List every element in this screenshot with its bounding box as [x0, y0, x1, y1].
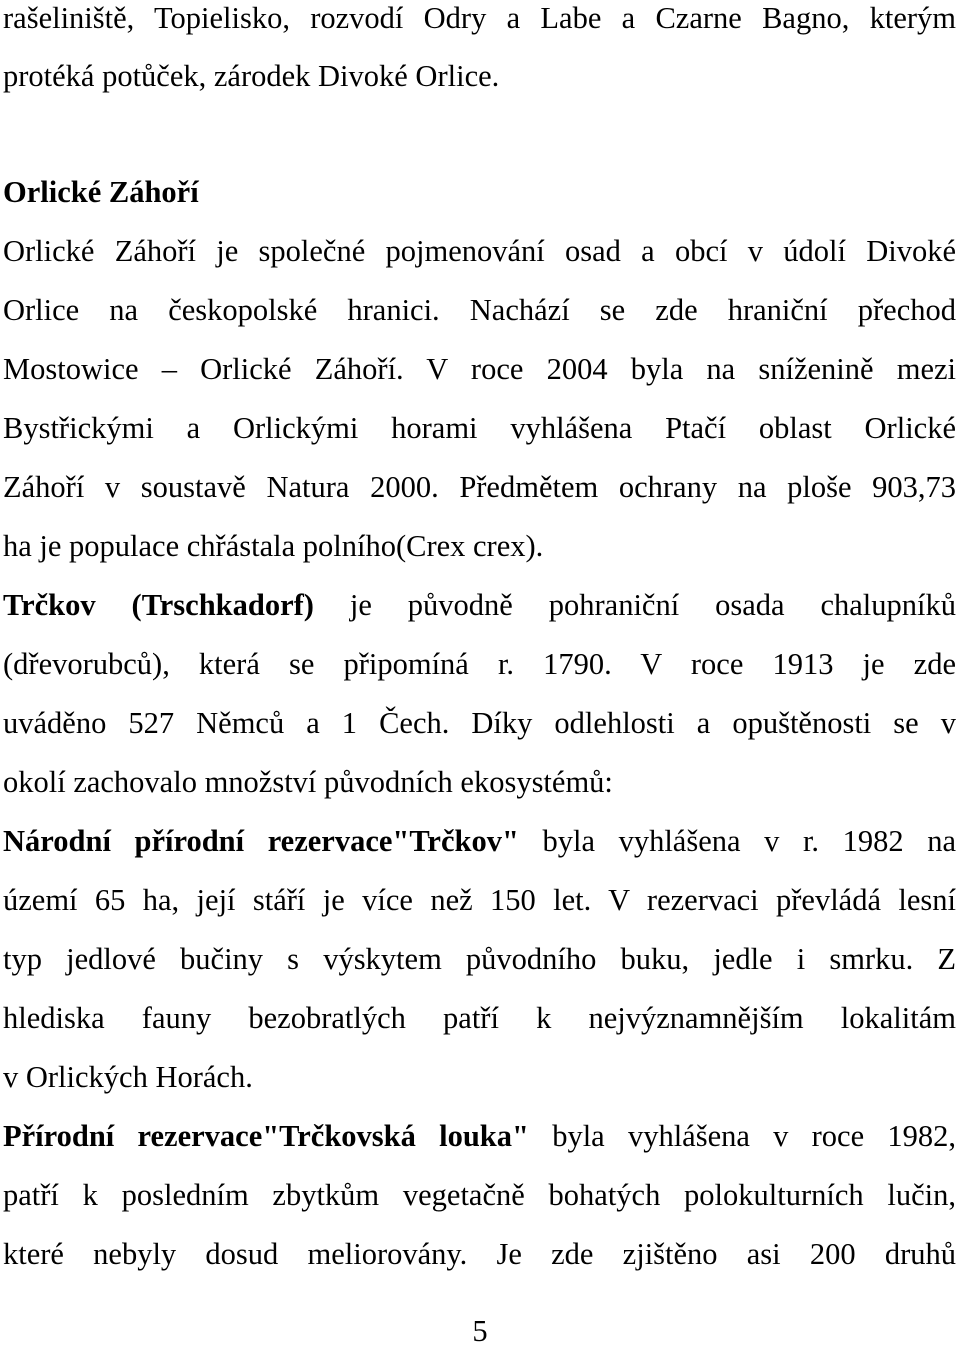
text-line [3, 231, 956, 271]
text-line [3, 1175, 956, 1215]
text-span: Mostowice – Orlické Záhoří. V roce 2004 byla na sníženině mezi [3, 352, 956, 386]
text-span: Záhoří v soustavě Natura 2000. Předmětem ochrany na ploše 903,73 [3, 470, 956, 504]
text-span: rašeliniště, Topielisko, rozvodí Odry a Labe a Czarne Bagno, kterým [3, 1, 956, 35]
text-line [3, 290, 956, 330]
bold-term: Přírodní rezervace"Trčkovská louka" [3, 1119, 529, 1153]
text-span: Orlice na českopolské hranici. Nachází se zde hraniční přechod [3, 293, 956, 327]
text-line [3, 998, 956, 1038]
section-heading [3, 172, 956, 212]
text-line [3, 408, 956, 448]
text-line [3, 467, 956, 507]
text-line [3, 703, 956, 743]
text-line [3, 1234, 956, 1274]
text-line [3, 821, 956, 861]
text-line [3, 526, 956, 566]
text-span: Bystřickými a Orlickými horami vyhlášena Ptačí oblast Orlické [3, 411, 956, 445]
text-span: hlediska fauny bezobratlých patří k nejvýznamnějším lokalitám [3, 1001, 956, 1035]
text-line [3, 880, 956, 920]
text-line [3, 644, 956, 684]
text-span: uváděno 527 Němců a 1 Čech. Díky odlehlosti a opuštěnosti se v [3, 706, 956, 740]
text-span: je původně pohraniční osada chalupníků [313, 588, 956, 622]
text-line [3, 1057, 956, 1097]
text-span: typ jedlové bučiny s výskytem původního buku, jedle i smrku. Z [3, 942, 956, 976]
page-number: 5 [472, 1314, 488, 1348]
text-span: patří k posledním zbytkům vegetačně bohatých polokulturních lučin, [3, 1178, 956, 1212]
text-span: Orlické Záhoří je společné pojmenování osad a obcí v údolí Divoké [3, 234, 956, 268]
text-line [3, 939, 956, 979]
text-span: byla vyhlášena v roce 1982, [528, 1119, 957, 1153]
text-span: v Orlických Horách. [3, 1060, 253, 1094]
text-line [3, 0, 956, 38]
heading-text: Orlické Záhoří [3, 175, 199, 209]
text-line [3, 56, 956, 96]
text-span: byla vyhlášena v r. 1982 na [518, 824, 956, 858]
text-span: okolí zachovalo množství původních ekosystémů: [3, 765, 613, 799]
text-span: které nebyly dosud meliorovány. Je zde zjištěno asi 200 druhů [3, 1237, 956, 1271]
bold-term: Trčkov (Trschkadorf) [3, 588, 314, 622]
text-span: protéká potůček, zárodek Divoké Orlice. [3, 59, 500, 93]
text-line [3, 762, 956, 802]
text-span: území 65 ha, její stáří je více než 150 let. V rezervaci převládá lesní [3, 883, 956, 917]
text-span: (dřevorubců), která se připomíná r. 1790. V roce 1913 je zde [3, 647, 956, 681]
text-line [3, 585, 956, 625]
text-line [3, 349, 956, 389]
text-line [3, 1116, 956, 1156]
text-span: ha je populace chřástala polního(Crex crex). [3, 529, 544, 563]
bold-term: Národní přírodní rezervace"Trčkov" [3, 824, 519, 858]
